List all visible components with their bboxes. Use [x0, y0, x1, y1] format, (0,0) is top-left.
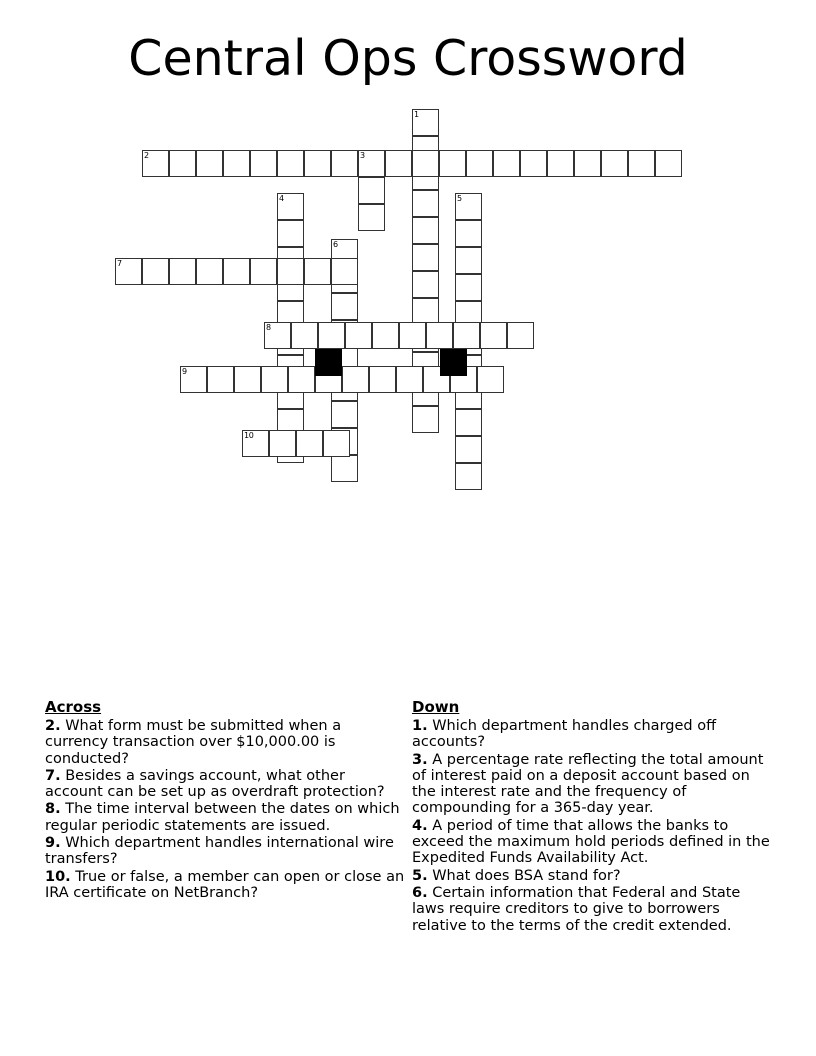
down-clue-3 — [412, 752, 770, 817]
down-clue-5 — [412, 868, 770, 884]
cell-number: 1 — [414, 110, 419, 119]
grid-cell[interactable] — [455, 463, 482, 490]
grid-cell[interactable] — [547, 150, 574, 177]
grid-cell[interactable] — [242, 430, 269, 457]
cell-number: 3 — [360, 151, 365, 160]
clue-text: Certain information that Federal and State laws require creditors to give to borrowers relative to the terms of the credit extended. — [412, 884, 741, 934]
grid-cell[interactable] — [169, 150, 196, 177]
grid-cell[interactable] — [277, 220, 304, 247]
grid-cell[interactable] — [628, 150, 655, 177]
grid-cell[interactable] — [385, 150, 412, 177]
grid-cell[interactable] — [507, 322, 534, 349]
clue-number: 10. — [45, 868, 71, 885]
clue-number: 8. — [45, 801, 61, 818]
grid-cell[interactable] — [142, 150, 169, 177]
cell-number: 9 — [182, 367, 187, 376]
grid-cell[interactable] — [331, 401, 358, 428]
grid-cell[interactable] — [574, 150, 601, 177]
cell-number: 6 — [333, 240, 338, 249]
grid-cell[interactable] — [277, 193, 304, 220]
cell-number: 10 — [244, 431, 254, 440]
down-clues-column — [412, 698, 770, 935]
grid-cell[interactable] — [455, 193, 482, 220]
grid-cell[interactable] — [412, 109, 439, 136]
grid-cell[interactable] — [169, 258, 196, 285]
grid-cell[interactable] — [399, 322, 426, 349]
grid-cell[interactable] — [358, 177, 385, 204]
down-clue-4 — [412, 818, 770, 867]
cell-number: 4 — [279, 194, 284, 203]
clue-number: 2. — [45, 718, 61, 734]
grid-cell[interactable] — [520, 150, 547, 177]
grid-cell[interactable] — [412, 150, 439, 177]
clue-number: 6. — [412, 884, 428, 901]
clue-text: A percentage rate reflecting the total amount of interest paid on a deposit account based on the interest rate and the frequency of compounding for a 365-day year. — [412, 751, 764, 817]
grid-cell[interactable] — [412, 217, 439, 244]
grid-cell[interactable] — [372, 322, 399, 349]
cell-number: 7 — [117, 259, 122, 268]
across-clues-column — [45, 698, 405, 902]
down-heading: Down — [412, 698, 460, 716]
grid-cell[interactable] — [264, 322, 291, 349]
grid-cell[interactable] — [331, 258, 358, 285]
grid-cell[interactable] — [304, 258, 331, 285]
grid-cell[interactable] — [396, 366, 423, 393]
grid-cell[interactable] — [250, 150, 277, 177]
grid-cell[interactable] — [296, 430, 323, 457]
grid-cell[interactable] — [426, 322, 453, 349]
grid-cell[interactable] — [115, 258, 142, 285]
across-clue-7 — [45, 768, 405, 801]
grid-cell[interactable] — [439, 150, 466, 177]
clue-text: A period of time that allows the banks to exceed the maximum hold periods defined in the Expedited Funds Availability Act. — [412, 817, 770, 867]
clue-number: 1. — [412, 718, 428, 734]
grid-cell[interactable] — [277, 258, 304, 285]
down-clue-list — [412, 718, 770, 934]
grid-cell[interactable] — [277, 150, 304, 177]
grid-cell[interactable] — [223, 150, 250, 177]
across-heading: Across — [45, 698, 102, 716]
grid-cell[interactable] — [142, 258, 169, 285]
grid-cell[interactable] — [455, 409, 482, 436]
grid-cell[interactable] — [345, 322, 372, 349]
clue-number: 3. — [412, 751, 428, 768]
grid-cell[interactable] — [196, 258, 223, 285]
cell-number: 2 — [144, 151, 149, 160]
grid-cell[interactable] — [412, 298, 439, 325]
grid-cell[interactable] — [323, 430, 350, 457]
grid-cell[interactable] — [493, 150, 520, 177]
grid-cell[interactable] — [261, 366, 288, 393]
grid-cell[interactable] — [196, 150, 223, 177]
grid-cell[interactable] — [358, 150, 385, 177]
grid-cell[interactable] — [331, 293, 358, 320]
grid-cell[interactable] — [455, 220, 482, 247]
grid-cell[interactable] — [358, 204, 385, 231]
page-title: Central Ops Crossword — [128, 30, 688, 87]
grid-cell[interactable] — [331, 455, 358, 482]
clue-text: Which department handles charged off accounts? — [412, 718, 717, 751]
clue-number: 5. — [412, 867, 428, 884]
grid-cell[interactable] — [455, 274, 482, 301]
clue-number: 7. — [45, 767, 61, 784]
down-clue-1 — [412, 718, 770, 751]
clue-text: What does BSA stand for? — [427, 867, 621, 884]
grid-cell[interactable] — [223, 258, 250, 285]
grid-cell[interactable] — [477, 366, 504, 393]
clue-text: Besides a savings account, what other account can be set up as overdraft protection? — [45, 767, 385, 801]
grid-cell-blocked — [315, 349, 342, 376]
across-clue-8 — [45, 801, 405, 834]
clue-text: Which department handles international wire transfers? — [45, 835, 394, 868]
across-clue-10 — [45, 869, 405, 902]
grid-cell[interactable] — [269, 430, 296, 457]
grid-cell[interactable] — [453, 322, 480, 349]
down-clue-6 — [412, 885, 770, 934]
clue-text: What form must be submitted when a currency transaction over $10,000.00 is conducted? — [45, 718, 342, 767]
grid-cell[interactable] — [412, 406, 439, 433]
across-clue-2 — [45, 718, 405, 767]
clue-text: The time interval between the dates on which regular periodic statements are issued. — [45, 801, 400, 834]
grid-cell[interactable] — [412, 244, 439, 271]
grid-cell[interactable] — [601, 150, 628, 177]
grid-cell[interactable] — [331, 150, 358, 177]
grid-cell[interactable] — [180, 366, 207, 393]
cell-number: 5 — [457, 194, 462, 203]
clue-number: 4. — [412, 817, 428, 834]
grid-cell[interactable] — [234, 366, 261, 393]
grid-cell-blocked — [440, 349, 467, 376]
grid-cell[interactable] — [455, 436, 482, 463]
grid-cell[interactable] — [342, 366, 369, 393]
cell-number: 8 — [266, 323, 271, 332]
grid-cell[interactable] — [480, 322, 507, 349]
across-clue-list — [45, 718, 405, 901]
grid-cell[interactable] — [207, 366, 234, 393]
grid-cell[interactable] — [655, 150, 682, 177]
across-clue-9 — [45, 835, 405, 868]
grid-cell[interactable] — [412, 271, 439, 298]
grid-cell[interactable] — [455, 247, 482, 274]
grid-cell[interactable] — [466, 150, 493, 177]
grid-cell[interactable] — [291, 322, 318, 349]
grid-cell[interactable] — [288, 366, 315, 393]
grid-cell[interactable] — [412, 190, 439, 217]
clue-text: True or false, a member can open or close an IRA certificate on NetBranch? — [45, 868, 405, 901]
grid-cell[interactable] — [304, 150, 331, 177]
grid-cell[interactable] — [250, 258, 277, 285]
grid-cell[interactable] — [369, 366, 396, 393]
grid-cell[interactable] — [318, 322, 345, 349]
clue-number: 9. — [45, 835, 61, 852]
